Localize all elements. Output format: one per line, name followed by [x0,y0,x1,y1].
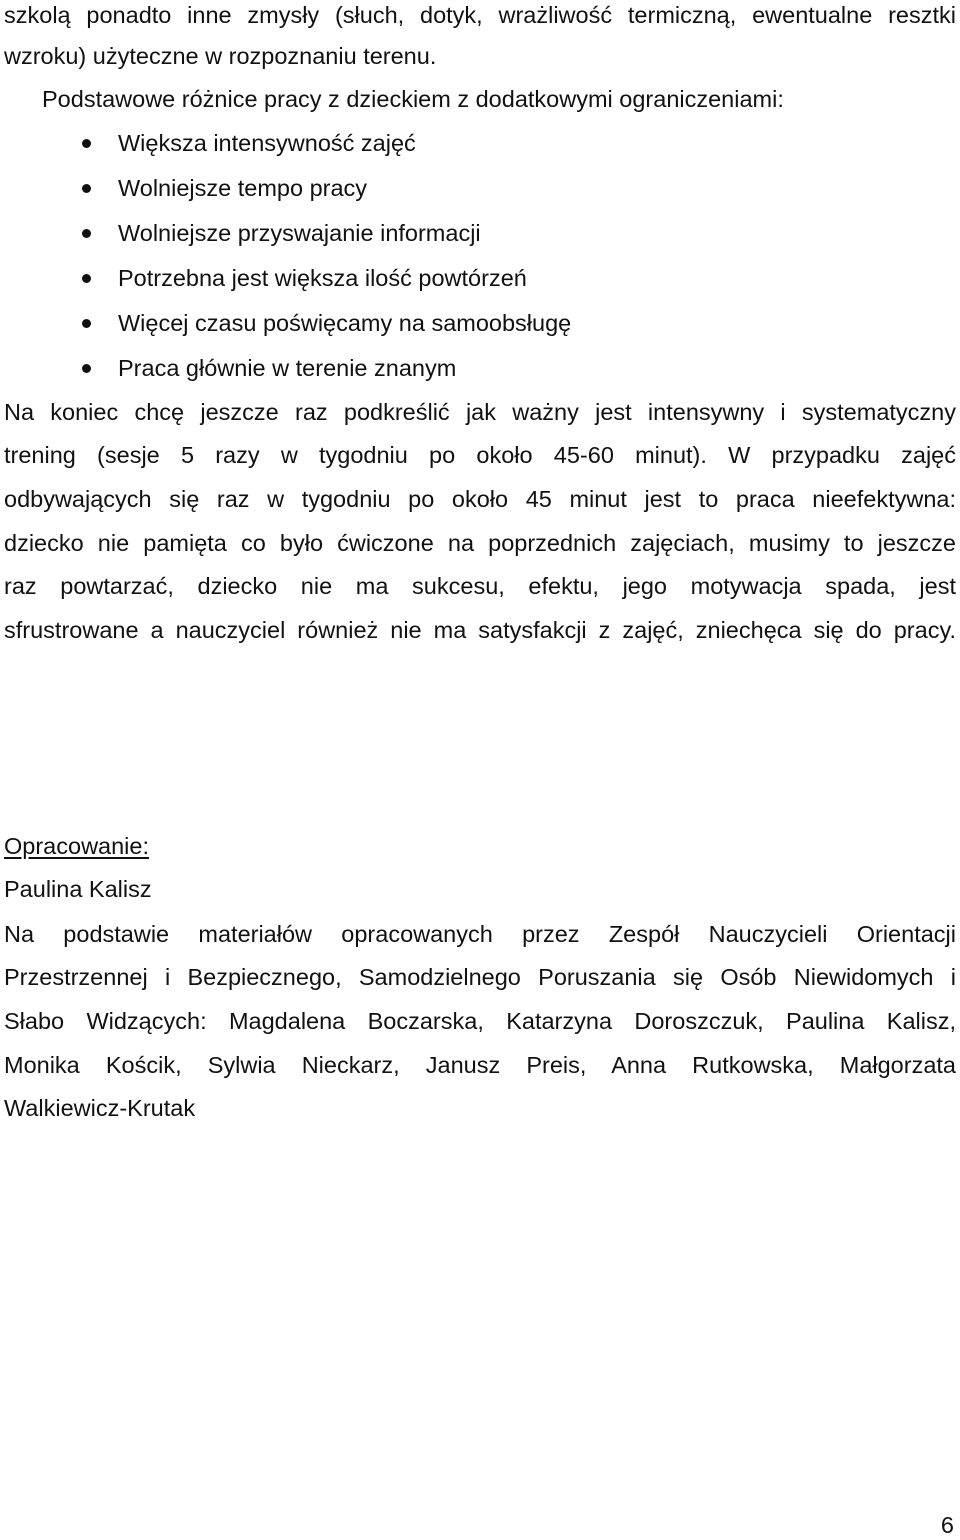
list-item-text: Praca głównie w terenie znanym [118,355,457,381]
paragraph-line: odbywających się raz w tygodniu po około 45 minut jest to praca nieefektywna: [4,486,956,512]
credits-author: Paulina Kalisz [4,876,152,902]
intro-line-1: szkolą ponadto inne zmysły (słuch, dotyk, wrażliwość termiczną, ewentualne resztki [4,2,956,28]
credits-line: Monika Kościk, Sylwia Nieckarz, Janusz Preis, Anna Rutkowska, Małgorzata [4,1052,956,1078]
credits-heading: Opracowanie: [4,833,149,859]
list-item [4,353,956,383]
paragraph-line: sfrustrowane a nauczyciel również nie ma satysfakcji z zajęć, zniechęca się do pracy. [4,617,956,643]
bullet-icon [82,274,91,283]
bullet-icon [82,139,91,148]
list-item-text: Większa intensywność zajęć [118,130,416,156]
credits-line: Słabo Widzących: Magdalena Boczarska, Katarzyna Doroszczuk, Paulina Kalisz, [4,1008,956,1034]
paragraph-line: raz powtarzać, dziecko nie ma sukcesu, efektu, jego motywacja spada, jest [4,573,956,599]
bullet-icon [82,184,91,193]
bullet-icon [82,319,91,328]
page-number: 6 [940,1512,954,1538]
intro-line-3: Podstawowe różnice pracy z dzieckiem z dodatkowymi ograniczeniami: [42,86,784,112]
list-item-text: Potrzebna jest większa ilość powtórzeń [118,265,527,291]
list-item-text: Więcej czasu poświęcamy na samoobsługę [118,310,572,336]
paragraph-line: Na koniec chcę jeszcze raz podkreślić jak ważny jest intensywny i systematyczny [4,399,956,425]
credits-line: Walkiewicz-Krutak [4,1095,196,1121]
credits-line: Na podstawie materiałów opracowanych przez Zespół Nauczycieli Orientacji [4,921,956,947]
list-item [4,173,956,203]
list-item [4,128,956,158]
paragraph-line: trening (sesje 5 razy w tygodniu po około 45-60 minut). W przypadku zajęć [4,442,956,468]
list-item [4,308,956,338]
list-item-text: Wolniejsze tempo pracy [118,175,368,201]
list-item-text: Wolniejsze przyswajanie informacji [118,220,481,246]
list-item [4,218,956,248]
paragraph-line: dziecko nie pamięta co było ćwiczone na poprzednich zajęciach, musimy to jeszcze [4,530,956,556]
list-item [4,263,956,293]
bullet-icon [82,364,91,373]
credits-line: Przestrzennej i Bezpiecznego, Samodzielnego Poruszania się Osób Niewidomych i [4,964,956,990]
bullet-icon [82,229,91,238]
intro-line-2: wzroku) użyteczne w rozpoznaniu terenu. [4,43,437,69]
